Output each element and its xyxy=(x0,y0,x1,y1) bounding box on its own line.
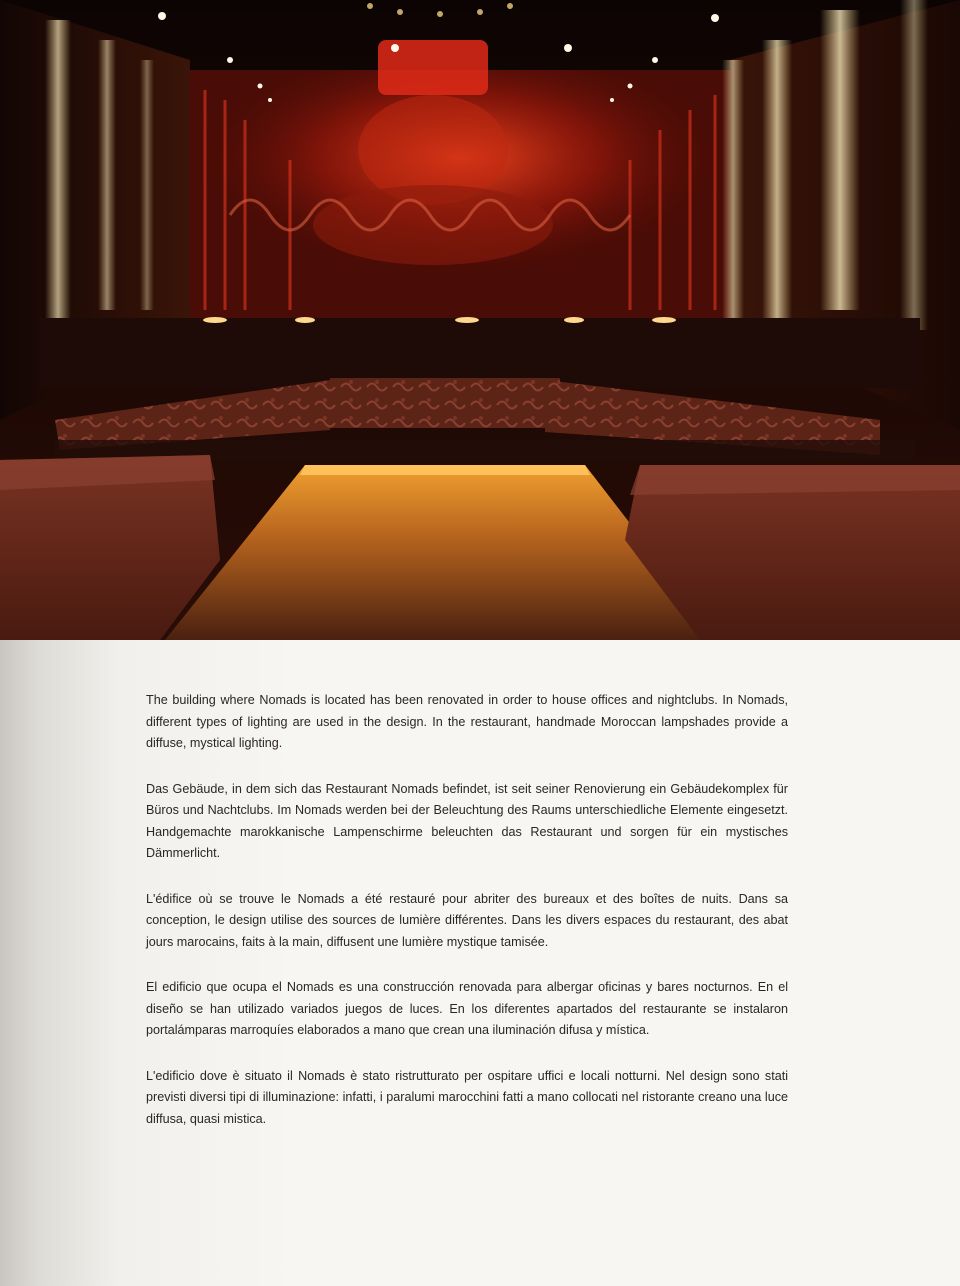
paragraph-german: Das Gebäude, in dem sich das Restaurant Nomads befindet, ist seit seiner Renovierung ein Gebäudekomplex für Büros und Nachtclubs. Im Nomads werden bei der Beleuchtung des Raums unterschiedliche Elemente eingesetzt. Handgemachte marokkanische Lampenschirme beleuchten das Restaurant und sorgen für ein mystisches Dämmerlicht. xyxy=(146,781,788,860)
paragraph-italian: L'edificio dove è situato il Nomads è stato ristrutturato per ospitare uffici e locali notturni. Nel design sono stati previsti diversi tipi di illuminazione: infatti, i paralumi marocchini fatti a mano collocati nel ristorante creano una luce diffusa, quasi mistica. xyxy=(146,1068,788,1126)
paragraph-french: L'édifice où se trouve le Nomads a été restauré pour abriter des bureaux et des boîtes de nuits. Dans sa conception, le design utilise des sources de lumière différentes. Dans les divers espaces du restaurant, des abat jours marocains, faits à la main, diffusent une lumière mystique tamisée. xyxy=(146,891,788,949)
paragraph-english: The building where Nomads is located has been renovated in order to house offices and nightclubs. In Nomads, different types of lighting are used in the design. In the restaurant, handmade Moroccan lampshades provide a diffuse, mystical lighting. xyxy=(146,693,788,750)
restaurant-photo xyxy=(0,0,960,640)
body-text-column xyxy=(146,690,788,1154)
paragraph-spanish: El edificio que ocupa el Nomads es una construcción renovada para albergar oficinas y bares nocturnos. En el diseño se han utilizado variados juegos de luces. En los diferentes apartados del restaurante se instalaron portalámparas marroquíes elaborados a mano que crean una iluminación difusa y mística. xyxy=(146,980,788,1037)
restaurant-photo-illustration xyxy=(0,0,960,640)
